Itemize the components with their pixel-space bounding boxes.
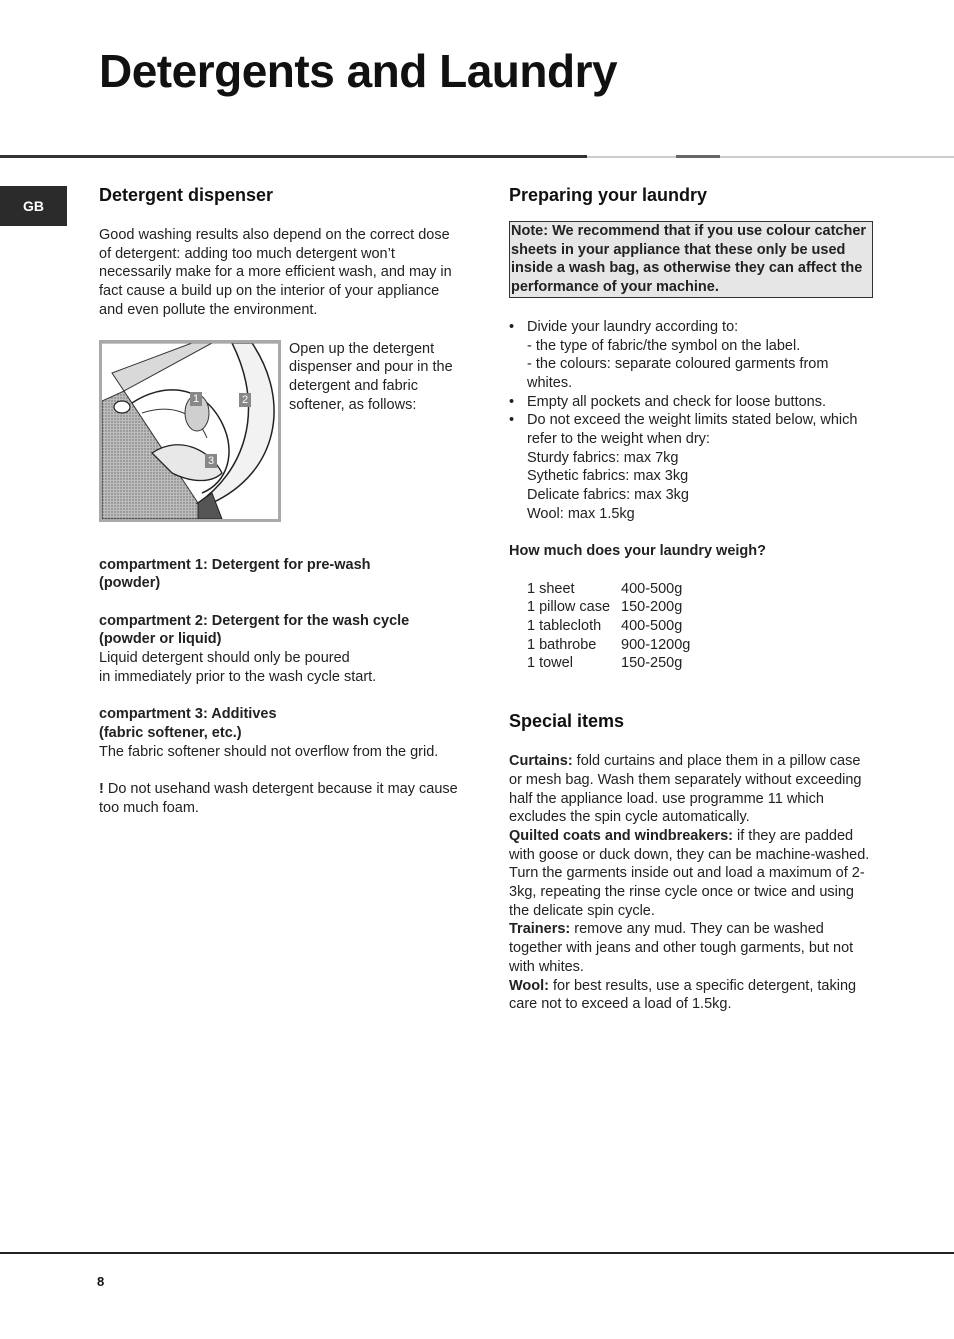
special-items-block: [509, 752, 875, 1014]
bullet-subline: Sturdy fabrics: max 7kg: [527, 449, 679, 466]
special-item-wool: [509, 977, 875, 1014]
bullet-text: • Do not exceed the weight limits stated below, which refer to the weight when dry:: [527, 412, 858, 448]
bullet-subline: Wool: max 1.5kg: [527, 505, 635, 522]
right-column: [509, 184, 875, 1014]
section-heading-preparing-laundry: Preparing your laundry: [509, 185, 708, 205]
intro-paragraph: Good washing results also depend on the correct dose of detergent: adding too much detergent won’t necessarily make for a more efficient wash, and may in fact cause a build up on the interior of your appliance and even pollute the environment.: [99, 227, 452, 318]
weight-value: 400-500g: [621, 618, 683, 635]
bullet-subline: Delicate fabrics: max 3kg: [527, 487, 689, 504]
laundry-weights-table: [527, 580, 690, 674]
header-rule-accent: [676, 155, 720, 158]
header-rule-light: [587, 156, 676, 158]
compartment-2-body-cont: in immediately prior to the wash cycle start.: [99, 668, 377, 685]
warning-mark-icon: !: [99, 780, 104, 797]
table-row: [527, 654, 690, 673]
compartment-3-heading-sub: (fabric softener, etc.): [99, 724, 242, 741]
compartment-label-2: 2: [239, 393, 251, 407]
compartment-3-block: [99, 705, 459, 761]
special-item-term: Quilted coats and windbreakers:: [509, 827, 733, 844]
special-item-curtains: [509, 752, 875, 827]
special-item-term: Curtains:: [509, 753, 573, 770]
special-item-text: remove any mud. They can be washed together with jeans and other tough garments, but not with whites.: [509, 921, 854, 975]
list-item: [527, 318, 875, 393]
page-title: Detergents and Laundry: [99, 45, 618, 97]
warning-text: Do not usehand wash detergent because it may cause too much foam.: [99, 780, 458, 816]
footer-rule: [0, 1252, 954, 1254]
compartment-2-body: Liquid detergent should only be poured: [99, 650, 350, 667]
weight-value: 150-250g: [621, 655, 683, 672]
special-item-text: if they are padded with goose or duck down, they can be machine-washed. Turn the garments inside out and load a maximum of 2-3kg, repeating the rinse cycle once or twice and using the delicate spin cycle.: [509, 827, 870, 919]
weight-value: 400-500g: [621, 580, 683, 597]
weight-item: 1 sheet: [527, 580, 575, 597]
compartment-3-heading: compartment 3: Additives: [99, 706, 277, 723]
section-heading-detergent-dispenser: Detergent dispenser: [99, 185, 274, 205]
laundry-weight-question: How much does your laundry weigh?: [509, 543, 766, 560]
special-item-quilted-coats: [509, 827, 875, 921]
compartment-2-block: [99, 612, 459, 687]
list-item: [527, 411, 875, 523]
section-heading-special-items: Special items: [509, 711, 625, 732]
weight-value: 150-200g: [621, 599, 683, 616]
language-tab: GB: [0, 186, 67, 226]
dispenser-figure-row: [99, 340, 459, 522]
bullet-subline: - the colours: separate coloured garments from whites.: [527, 356, 829, 391]
compartment-2-heading: compartment 2: Detergent for the wash cycle: [99, 612, 410, 629]
figure-caption: Open up the detergent dispenser and pour in the detergent and fabric softener, as follows:: [289, 340, 453, 413]
table-row: [527, 617, 690, 636]
special-item-text: for best results, use a specific detergent, taking care not to exceed a load of 1.5kg.: [509, 977, 857, 1013]
special-item-term: Wool:: [509, 977, 549, 994]
special-item-term: Trainers:: [509, 921, 571, 938]
bullet-subline: Sythetic fabrics: max 3kg: [527, 468, 689, 485]
left-column: [99, 184, 459, 817]
laundry-bullet-list: [509, 318, 875, 524]
colour-catcher-note: Note: We recommend that if you use colour catcher sheets in your appliance that these only be used inside a wash bag, as otherwise they can affect the performance of your machine.: [509, 221, 873, 298]
weight-value: 900-1200g: [621, 636, 691, 653]
table-row: [527, 598, 690, 617]
bullet-text: • Empty all pockets and check for loose buttons.: [527, 393, 827, 410]
detergent-dispenser-illustration: [99, 340, 281, 522]
compartment-2-heading-sub: (powder or liquid): [99, 631, 222, 648]
list-item: [527, 393, 875, 412]
compartment-3-body: The fabric softener should not overflow from the grid.: [99, 743, 439, 760]
weight-item: 1 pillow case: [527, 599, 611, 616]
table-row: [527, 580, 690, 599]
dispenser-drawing-icon: [102, 343, 278, 519]
foam-warning: [99, 780, 459, 817]
weight-item: 1 bathrobe: [527, 636, 597, 653]
bullet-subline: - the type of fabric/the symbol on the label.: [527, 337, 801, 354]
compartment-1-block: [99, 556, 459, 593]
weight-item: 1 tablecloth: [527, 618, 602, 635]
compartment-1-heading: compartment 1: Detergent for pre-wash: [99, 556, 371, 573]
header-rule-light-right: [720, 156, 954, 158]
table-row: [527, 636, 690, 655]
page-number: 8: [97, 1274, 105, 1289]
compartment-label-3: 3: [205, 454, 217, 468]
compartment-label-1: 1: [190, 392, 202, 406]
special-item-text: fold curtains and place them in a pillow case or mesh bag. Wash them separately without exceeding half the appliance load. use programme 11 which excludes the spin cycle automatically.: [509, 753, 862, 826]
header-rule-dark: [0, 155, 587, 158]
bullet-text: • Divide your laundry according to:: [527, 318, 739, 335]
special-item-trainers: [509, 920, 875, 976]
weight-item: 1 towel: [527, 655, 573, 672]
compartment-1-heading-sub: (powder): [99, 575, 161, 592]
